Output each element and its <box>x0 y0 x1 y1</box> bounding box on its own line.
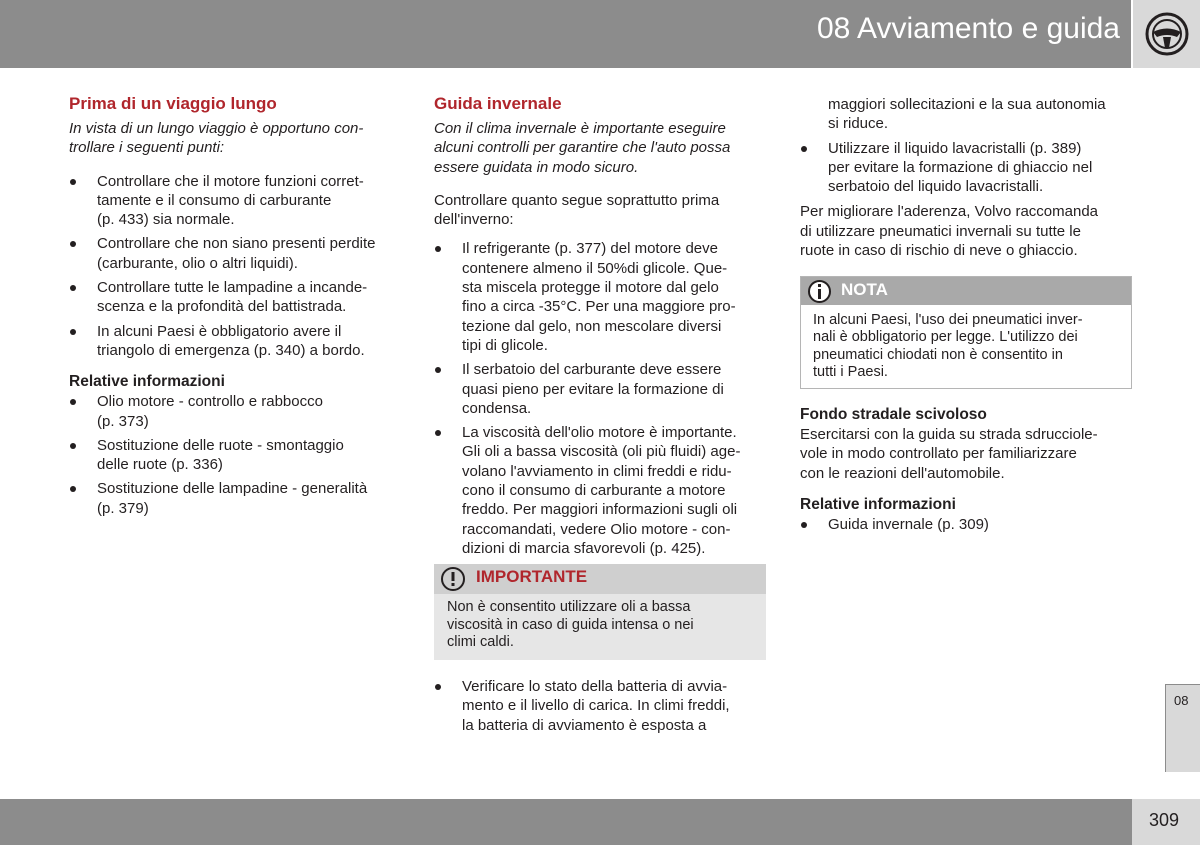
list-item: In alcuni Paesi è obbligatorio avere il triangolo di emergenza (p. 340) a bordo. <box>69 322 399 361</box>
column-long-trip <box>69 92 399 523</box>
related-links <box>800 515 1132 534</box>
steering-wheel-icon <box>1144 11 1190 57</box>
list-item: La viscosità dell'olio motore è importante. Gli oli a bassa viscosità (oli più fluidi) age- volano l'avviamento in climi freddi e ridu- cono il consumo di carburante a motore freddo. Per maggiori informazioni sugli oli raccomandati, vedere Olio motore - con- dizioni di marcia sfavorevoli (p. 425). <box>434 423 766 558</box>
important-title: IMPORTANTE <box>476 567 588 586</box>
checklist-winter <box>434 239 766 558</box>
column-winter-driving <box>434 92 766 563</box>
important-text: Non è consentito utilizzare oli a bassa viscosità in caso di guida intensa o nei climi caldi. <box>447 599 694 650</box>
chapter-icon-box <box>1131 0 1200 68</box>
related-link[interactable]: Sostituzione delle lampadine - generalità (p. 379) <box>69 479 399 518</box>
section-heading-winter: Guida invernale <box>434 94 562 113</box>
related-heading: Relative informazioni <box>800 495 956 513</box>
important-box <box>434 564 766 660</box>
checklist-battery <box>434 677 766 735</box>
related-link[interactable]: Olio motore - controllo e rabbocco (p. 373) <box>69 392 399 431</box>
checklist-long-trip <box>69 172 399 361</box>
note-box <box>800 276 1132 389</box>
list-item: Verificare lo stato della batteria di avvia- mento e il livello di carica. In climi freddi, la batteria di avviamento è esposta a <box>434 677 766 735</box>
related-links <box>69 392 399 518</box>
important-header <box>434 564 766 594</box>
chapter-title: 08 Avviamento e guida <box>816 12 1120 45</box>
winter-paragraph: Controllare quanto segue soprattutto prima dell'inverno: <box>434 191 720 229</box>
note-header <box>801 277 1131 305</box>
column-winter-continued <box>800 95 1132 270</box>
chapter-tab-label: 08 <box>1174 693 1189 708</box>
intro-long-trip-text: In vista di un lungo viaggio è opportuno con- trollare i seguenti punti: <box>69 120 364 157</box>
section-heading-long-trip: Prima di un viaggio lungo <box>69 94 277 113</box>
battery-section <box>434 677 766 740</box>
intro-winter-text: Con il clima invernale è importante eseguire alcuni controlli per garantire che l'auto possa essere guidata in modo sicuro. <box>434 120 731 176</box>
page-header <box>0 0 1200 68</box>
page-number-box <box>1132 799 1200 845</box>
list-item: Il refrigerante (p. 377) del motore deve contenere almeno il 50%di glicole. Que- sta miscela protegge il motore dal gelo fino a circa -35°C. Per una maggiore pro- tezione dal gelo, non mescolare diversi tipi di glicole. <box>434 239 766 355</box>
warning-icon <box>440 566 466 592</box>
list-item: Utilizzare il liquido lavacristalli (p. 389) per evitare la formazione di ghiaccio nel serbatoio del liquido lavacristalli. <box>800 139 1132 197</box>
chapter-side-tab <box>1165 684 1200 772</box>
intro-long-trip <box>69 119 399 158</box>
page-number: 309 <box>1149 810 1180 830</box>
list-item: Il serbatoio del carburante deve essere quasi pieno per evitare la formazione di condensa. <box>434 360 766 418</box>
list-item: Controllare tutte le lampadine a incande- scenza e la profondità del battistrada. <box>69 278 399 317</box>
intro-winter <box>434 119 766 177</box>
slippery-heading: Fondo stradale scivoloso <box>800 406 987 423</box>
list-item: Controllare che non siano presenti perdite (carburante, olio o altri liquidi). <box>69 234 399 273</box>
info-icon <box>807 279 832 304</box>
note-title: NOTA <box>841 280 888 299</box>
related-heading: Relative informazioni <box>69 373 225 391</box>
slippery-section <box>800 405 1132 539</box>
note-text: In alcuni Paesi, l'uso dei pneumatici inver- nali è obbligatorio per legge. L'utilizzo dei pneumatici chiodati non è consentito in tutti i Paesi. <box>813 312 1083 380</box>
page-footer <box>0 799 1200 845</box>
battery-continuation: maggiori sollecitazioni e la sua autonomia si riduce. <box>828 96 1106 133</box>
related-link[interactable]: Guida invernale (p. 309) <box>800 515 1132 534</box>
list-item: Controllare che il motore funzioni corret- tamente e il consumo di carburante (p. 433) sia normale. <box>69 172 399 230</box>
tyre-paragraph: Per migliorare l'aderenza, Volvo raccomanda di utilizzare pneumatici invernali su tutte le ruote in caso di rischio di neve o ghiaccio. <box>800 203 1099 260</box>
related-link[interactable]: Sostituzione delle ruote - smontaggio delle ruote (p. 336) <box>69 436 399 475</box>
checklist-washer <box>800 139 1132 197</box>
slippery-text: Esercitarsi con la guida su strada sdrucciole- vole in modo controllato per familiarizzare con le reazioni dell'automobile. <box>800 426 1098 482</box>
